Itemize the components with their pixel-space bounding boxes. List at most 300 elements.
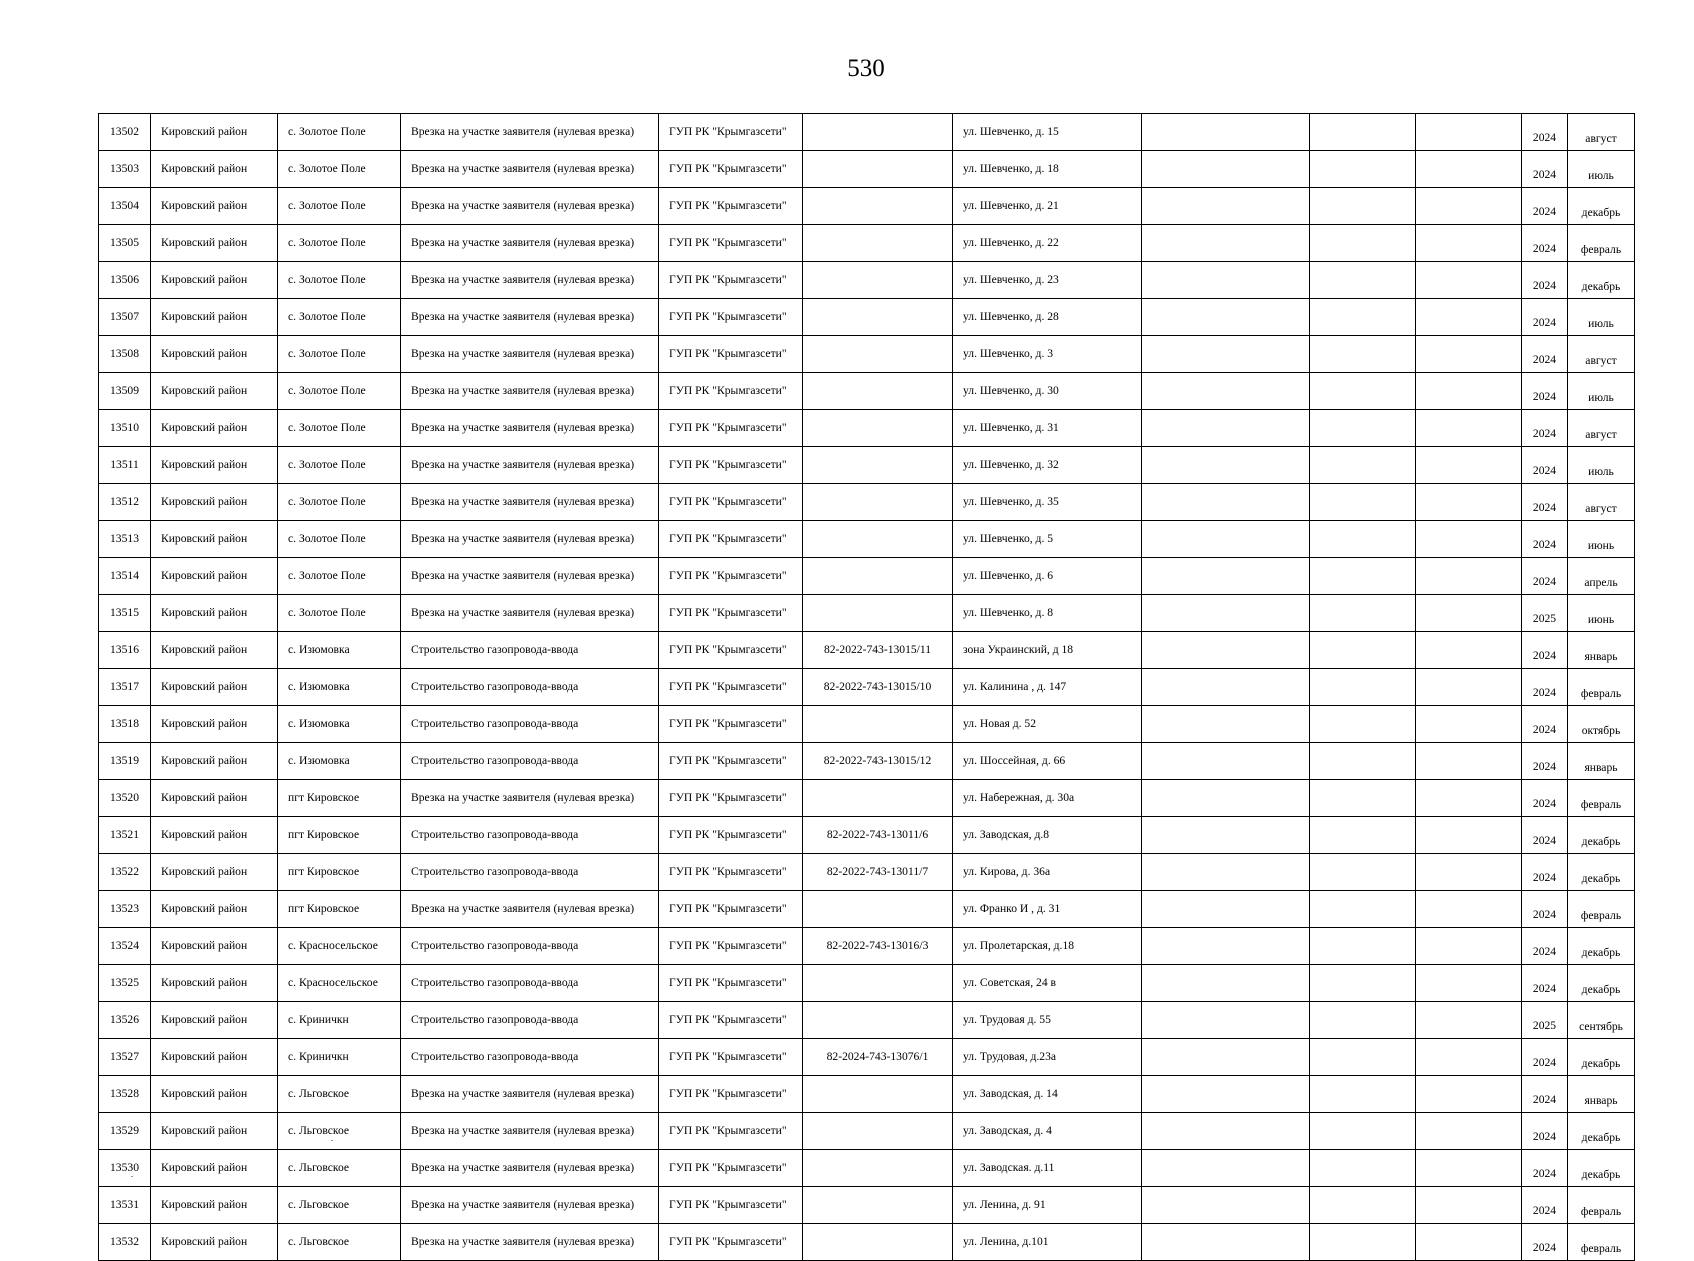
table-row xyxy=(99,188,1635,225)
empty-cell xyxy=(1142,891,1310,928)
organization-cell: ГУП РК "Крымгазсети" xyxy=(659,1187,803,1224)
address-cell: ул. Заводская, д. 4 xyxy=(953,1113,1142,1150)
month-cell: декабрь xyxy=(1568,854,1635,891)
organization-cell: ГУП РК "Крымгазсети" xyxy=(659,817,803,854)
locality-cell: пгт Кировское xyxy=(278,854,401,891)
month-cell: декабрь xyxy=(1568,262,1635,299)
empty-cell xyxy=(1416,299,1522,336)
district-cell: Кировский район xyxy=(151,447,278,484)
year-cell: 2024 xyxy=(1522,114,1568,151)
row-number: 13510 xyxy=(99,410,151,447)
locality-cell: с. Льговское xyxy=(278,1224,401,1261)
permit-number-cell xyxy=(803,558,953,595)
permit-number-cell xyxy=(803,410,953,447)
empty-cell xyxy=(1416,928,1522,965)
row-number: 13513 xyxy=(99,521,151,558)
month-cell: декабрь xyxy=(1568,1039,1635,1076)
locality-cell: пгт Кировское xyxy=(278,780,401,817)
year-cell: 2024 xyxy=(1522,669,1568,706)
empty-cell xyxy=(1416,1113,1522,1150)
work-type-cell: Врезка на участке заявителя (нулевая врезка) xyxy=(401,262,659,299)
district-cell: Кировский район xyxy=(151,558,278,595)
district-cell: Кировский район xyxy=(151,262,278,299)
work-type-cell: Врезка на участке заявителя (нулевая врезка) xyxy=(401,114,659,151)
table-row xyxy=(99,410,1635,447)
empty-cell xyxy=(1416,447,1522,484)
district-cell: Кировский район xyxy=(151,299,278,336)
empty-cell xyxy=(1142,188,1310,225)
row-number: 13525 xyxy=(99,965,151,1002)
empty-cell xyxy=(1310,1113,1416,1150)
row-number: 13509 xyxy=(99,373,151,410)
locality-cell: с. Криничкн xyxy=(278,1002,401,1039)
year-cell: 2024 xyxy=(1522,558,1568,595)
row-number: 13527 xyxy=(99,1039,151,1076)
work-type-cell: Врезка на участке заявителя (нулевая врезка) xyxy=(401,595,659,632)
empty-cell xyxy=(1142,928,1310,965)
table-row xyxy=(99,373,1635,410)
organization-cell: ГУП РК "Крымгазсети" xyxy=(659,373,803,410)
permit-number-cell xyxy=(803,1002,953,1039)
empty-cell xyxy=(1142,299,1310,336)
empty-cell xyxy=(1416,1224,1522,1261)
address-cell: ул. Франко И , д. 31 xyxy=(953,891,1142,928)
year-cell: 2024 xyxy=(1522,336,1568,373)
row-number: 13532 xyxy=(99,1224,151,1261)
empty-cell xyxy=(1310,928,1416,965)
organization-cell: ГУП РК "Крымгазсети" xyxy=(659,743,803,780)
organization-cell: ГУП РК "Крымгазсети" xyxy=(659,1113,803,1150)
locality-cell: с. Льговское xyxy=(278,1150,401,1187)
address-cell: ул. Калинина , д. 147 xyxy=(953,669,1142,706)
month-cell: июль xyxy=(1568,151,1635,188)
year-cell: 2024 xyxy=(1522,1039,1568,1076)
permit-number-cell xyxy=(803,299,953,336)
registry-table xyxy=(98,113,1635,1261)
row-number: 13518 xyxy=(99,706,151,743)
empty-cell xyxy=(1142,632,1310,669)
district-cell: Кировский район xyxy=(151,1187,278,1224)
table-row xyxy=(99,669,1635,706)
organization-cell: ГУП РК "Крымгазсети" xyxy=(659,891,803,928)
empty-cell xyxy=(1416,891,1522,928)
row-number: 13531 xyxy=(99,1187,151,1224)
year-cell: 2024 xyxy=(1522,854,1568,891)
month-cell: декабрь xyxy=(1568,1113,1635,1150)
empty-cell xyxy=(1416,854,1522,891)
district-cell: Кировский район xyxy=(151,706,278,743)
locality-cell: с. Красносельское xyxy=(278,928,401,965)
row-number: 13530 xyxy=(99,1150,151,1187)
year-cell: 2024 xyxy=(1522,817,1568,854)
work-type-cell: Врезка на участке заявителя (нулевая врезка) xyxy=(401,558,659,595)
permit-number-cell xyxy=(803,1224,953,1261)
row-number: 13504 xyxy=(99,188,151,225)
permit-number-cell xyxy=(803,336,953,373)
empty-cell xyxy=(1310,1076,1416,1113)
month-cell: август xyxy=(1568,484,1635,521)
address-cell: ул. Ленина, д. 91 xyxy=(953,1187,1142,1224)
table-row xyxy=(99,595,1635,632)
address-cell: ул. Шевченко, д. 8 xyxy=(953,595,1142,632)
district-cell: Кировский район xyxy=(151,225,278,262)
year-cell: 2024 xyxy=(1522,521,1568,558)
empty-cell xyxy=(1310,632,1416,669)
work-type-cell: Врезка на участке заявителя (нулевая врезка) xyxy=(401,780,659,817)
empty-cell xyxy=(1142,1002,1310,1039)
month-cell: февраль xyxy=(1568,780,1635,817)
year-cell: 2024 xyxy=(1522,743,1568,780)
permit-number-cell xyxy=(803,595,953,632)
month-cell: август xyxy=(1568,114,1635,151)
empty-cell xyxy=(1142,706,1310,743)
district-cell: Кировский район xyxy=(151,1113,278,1150)
month-cell: декабрь xyxy=(1568,188,1635,225)
empty-cell xyxy=(1310,854,1416,891)
table-row xyxy=(99,743,1635,780)
district-cell: Кировский район xyxy=(151,632,278,669)
year-cell: 2025 xyxy=(1522,1002,1568,1039)
address-cell: ул. Набережная, д. 30а xyxy=(953,780,1142,817)
table-row xyxy=(99,1187,1635,1224)
empty-cell xyxy=(1142,1187,1310,1224)
empty-cell xyxy=(1416,1187,1522,1224)
table-row xyxy=(99,521,1635,558)
empty-cell xyxy=(1416,743,1522,780)
permit-number-cell: 82-2022-743-13011/7 xyxy=(803,854,953,891)
empty-cell xyxy=(1416,225,1522,262)
organization-cell: ГУП РК "Крымгазсети" xyxy=(659,1002,803,1039)
row-number: 13520 xyxy=(99,780,151,817)
empty-cell xyxy=(1142,1113,1310,1150)
work-type-cell: Строительство газопровода-ввода xyxy=(401,632,659,669)
row-number: 13515 xyxy=(99,595,151,632)
address-cell: ул. Трудовая д. 55 xyxy=(953,1002,1142,1039)
empty-cell xyxy=(1142,114,1310,151)
district-cell: Кировский район xyxy=(151,854,278,891)
month-cell: сентябрь xyxy=(1568,1002,1635,1039)
organization-cell: ГУП РК "Крымгазсети" xyxy=(659,854,803,891)
permit-number-cell xyxy=(803,780,953,817)
empty-cell xyxy=(1142,225,1310,262)
permit-number-cell xyxy=(803,447,953,484)
district-cell: Кировский район xyxy=(151,188,278,225)
work-type-cell: Врезка на участке заявителя (нулевая врезка) xyxy=(401,1076,659,1113)
table-row xyxy=(99,632,1635,669)
address-cell: ул. Заводская, д.8 xyxy=(953,817,1142,854)
row-number: 13508 xyxy=(99,336,151,373)
permit-number-cell xyxy=(803,114,953,151)
organization-cell: ГУП РК "Крымгазсети" xyxy=(659,447,803,484)
month-cell: февраль xyxy=(1568,1224,1635,1261)
table-row xyxy=(99,965,1635,1002)
empty-cell xyxy=(1310,225,1416,262)
year-cell: 2024 xyxy=(1522,299,1568,336)
month-cell: январь xyxy=(1568,632,1635,669)
month-cell: декабрь xyxy=(1568,817,1635,854)
locality-cell: с. Льговское xyxy=(278,1113,401,1150)
address-cell: ул. Пролетарская, д.18 xyxy=(953,928,1142,965)
empty-cell xyxy=(1310,410,1416,447)
district-cell: Кировский район xyxy=(151,1224,278,1261)
permit-number-cell xyxy=(803,225,953,262)
empty-cell xyxy=(1416,262,1522,299)
address-cell: ул. Трудовая, д.23а xyxy=(953,1039,1142,1076)
locality-cell: с. Золотое Поле xyxy=(278,484,401,521)
year-cell: 2024 xyxy=(1522,1150,1568,1187)
empty-cell xyxy=(1142,336,1310,373)
permit-number-cell xyxy=(803,151,953,188)
permit-number-cell xyxy=(803,891,953,928)
permit-number-cell xyxy=(803,373,953,410)
permit-number-cell xyxy=(803,965,953,1002)
permit-number-cell xyxy=(803,521,953,558)
permit-number-cell: 82-2022-743-13015/10 xyxy=(803,669,953,706)
year-cell: 2024 xyxy=(1522,1187,1568,1224)
year-cell: 2024 xyxy=(1522,706,1568,743)
empty-cell xyxy=(1416,558,1522,595)
organization-cell: ГУП РК "Крымгазсети" xyxy=(659,188,803,225)
district-cell: Кировский район xyxy=(151,817,278,854)
organization-cell: ГУП РК "Крымгазсети" xyxy=(659,780,803,817)
row-number: 13526 xyxy=(99,1002,151,1039)
table-row xyxy=(99,817,1635,854)
work-type-cell: Строительство газопровода-ввода xyxy=(401,1002,659,1039)
table-row xyxy=(99,558,1635,595)
empty-cell xyxy=(1142,854,1310,891)
organization-cell: ГУП РК "Крымгазсети" xyxy=(659,262,803,299)
year-cell: 2024 xyxy=(1522,410,1568,447)
empty-cell xyxy=(1142,817,1310,854)
empty-cell xyxy=(1310,336,1416,373)
organization-cell: ГУП РК "Крымгазсети" xyxy=(659,521,803,558)
month-cell: июль xyxy=(1568,373,1635,410)
year-cell: 2024 xyxy=(1522,1224,1568,1261)
year-cell: 2024 xyxy=(1522,891,1568,928)
address-cell: ул. Шевченко, д. 18 xyxy=(953,151,1142,188)
row-number: 13528 xyxy=(99,1076,151,1113)
district-cell: Кировский район xyxy=(151,595,278,632)
year-cell: 2024 xyxy=(1522,447,1568,484)
empty-cell xyxy=(1416,336,1522,373)
organization-cell: ГУП РК "Крымгазсети" xyxy=(659,336,803,373)
district-cell: Кировский район xyxy=(151,373,278,410)
month-cell: апрель xyxy=(1568,558,1635,595)
district-cell: Кировский район xyxy=(151,1039,278,1076)
page-number: 530 xyxy=(847,55,885,82)
empty-cell xyxy=(1142,743,1310,780)
month-cell: декабрь xyxy=(1568,1150,1635,1187)
organization-cell: ГУП РК "Крымгазсети" xyxy=(659,225,803,262)
row-number: 13512 xyxy=(99,484,151,521)
work-type-cell: Врезка на участке заявителя (нулевая врезка) xyxy=(401,1113,659,1150)
work-type-cell: Строительство газопровода-ввода xyxy=(401,965,659,1002)
row-number: 13505 xyxy=(99,225,151,262)
organization-cell: ГУП РК "Крымгазсети" xyxy=(659,299,803,336)
year-cell: 2024 xyxy=(1522,965,1568,1002)
empty-cell xyxy=(1416,706,1522,743)
year-cell: 2024 xyxy=(1522,225,1568,262)
table-row xyxy=(99,447,1635,484)
row-number: 13519 xyxy=(99,743,151,780)
empty-cell xyxy=(1310,743,1416,780)
empty-cell xyxy=(1310,521,1416,558)
table-row xyxy=(99,891,1635,928)
row-number: 13524 xyxy=(99,928,151,965)
district-cell: Кировский район xyxy=(151,1150,278,1187)
address-cell: ул. Шевченко, д. 31 xyxy=(953,410,1142,447)
table-row xyxy=(99,854,1635,891)
district-cell: Кировский район xyxy=(151,891,278,928)
locality-cell: с. Льговское xyxy=(278,1076,401,1113)
empty-cell xyxy=(1416,151,1522,188)
locality-cell: с. Изюмовка xyxy=(278,669,401,706)
row-number: 13523 xyxy=(99,891,151,928)
organization-cell: ГУП РК "Крымгазсети" xyxy=(659,484,803,521)
locality-cell: с. Золотое Поле xyxy=(278,151,401,188)
empty-cell xyxy=(1310,188,1416,225)
empty-cell xyxy=(1416,595,1522,632)
organization-cell: ГУП РК "Крымгазсети" xyxy=(659,965,803,1002)
empty-cell xyxy=(1142,1224,1310,1261)
district-cell: Кировский район xyxy=(151,336,278,373)
month-cell: декабрь xyxy=(1568,965,1635,1002)
empty-cell xyxy=(1310,965,1416,1002)
empty-cell xyxy=(1416,669,1522,706)
year-cell: 2024 xyxy=(1522,262,1568,299)
permit-number-cell: 82-2022-743-13015/12 xyxy=(803,743,953,780)
locality-cell: с. Золотое Поле xyxy=(278,410,401,447)
table-body xyxy=(99,114,1635,1261)
empty-cell xyxy=(1142,669,1310,706)
row-number: 13529 xyxy=(99,1113,151,1150)
organization-cell: ГУП РК "Крымгазсети" xyxy=(659,669,803,706)
empty-cell xyxy=(1416,1076,1522,1113)
row-number: 13507 xyxy=(99,299,151,336)
month-cell: февраль xyxy=(1568,1187,1635,1224)
table-row xyxy=(99,299,1635,336)
year-cell: 2024 xyxy=(1522,151,1568,188)
empty-cell xyxy=(1416,817,1522,854)
work-type-cell: Врезка на участке заявителя (нулевая врезка) xyxy=(401,188,659,225)
address-cell: ул. Шевченко, д. 35 xyxy=(953,484,1142,521)
empty-cell xyxy=(1416,1002,1522,1039)
permit-number-cell xyxy=(803,706,953,743)
locality-cell: пгт Кировское xyxy=(278,817,401,854)
district-cell: Кировский район xyxy=(151,1076,278,1113)
table-row xyxy=(99,928,1635,965)
row-number: 13514 xyxy=(99,558,151,595)
organization-cell: ГУП РК "Крымгазсети" xyxy=(659,1076,803,1113)
locality-cell: с. Золотое Поле xyxy=(278,558,401,595)
address-cell: ул. Шевченко, д. 30 xyxy=(953,373,1142,410)
empty-cell xyxy=(1142,1039,1310,1076)
address-cell: ул. Шевченко, д. 21 xyxy=(953,188,1142,225)
table-row xyxy=(99,1039,1635,1076)
month-cell: декабрь xyxy=(1568,928,1635,965)
permit-number-cell xyxy=(803,1076,953,1113)
empty-cell xyxy=(1310,1039,1416,1076)
row-number: 13522 xyxy=(99,854,151,891)
year-cell: 2024 xyxy=(1522,484,1568,521)
month-cell: февраль xyxy=(1568,225,1635,262)
work-type-cell: Строительство газопровода-ввода xyxy=(401,817,659,854)
locality-cell: с. Красносельское xyxy=(278,965,401,1002)
empty-cell xyxy=(1310,484,1416,521)
work-type-cell: Строительство газопровода-ввода xyxy=(401,669,659,706)
table-row xyxy=(99,1076,1635,1113)
address-cell: ул. Шевченко, д. 23 xyxy=(953,262,1142,299)
empty-cell xyxy=(1142,1150,1310,1187)
permit-number-cell xyxy=(803,1187,953,1224)
address-cell: ул. Шевченко, д. 3 xyxy=(953,336,1142,373)
empty-cell xyxy=(1310,558,1416,595)
organization-cell: ГУП РК "Крымгазсети" xyxy=(659,595,803,632)
locality-cell: пгт Кировское xyxy=(278,891,401,928)
address-cell: ул. Шевченко, д. 28 xyxy=(953,299,1142,336)
address-cell: ул. Шевченко, д. 15 xyxy=(953,114,1142,151)
month-cell: июнь xyxy=(1568,521,1635,558)
empty-cell xyxy=(1142,780,1310,817)
work-type-cell: Врезка на участке заявителя (нулевая врезка) xyxy=(401,1224,659,1261)
empty-cell xyxy=(1416,188,1522,225)
work-type-cell: Строительство газопровода-ввода xyxy=(401,706,659,743)
work-type-cell: Врезка на участке заявителя (нулевая врезка) xyxy=(401,410,659,447)
work-type-cell: Врезка на участке заявителя (нулевая врезка) xyxy=(401,1150,659,1187)
permit-number-cell xyxy=(803,484,953,521)
district-cell: Кировский район xyxy=(151,669,278,706)
organization-cell: ГУП РК "Крымгазсети" xyxy=(659,151,803,188)
empty-cell xyxy=(1416,1039,1522,1076)
address-cell: ул. Шевченко, д. 32 xyxy=(953,447,1142,484)
work-type-cell: Врезка на участке заявителя (нулевая врезка) xyxy=(401,373,659,410)
work-type-cell: Врезка на участке заявителя (нулевая врезка) xyxy=(401,225,659,262)
organization-cell: ГУП РК "Крымгазсети" xyxy=(659,558,803,595)
organization-cell: ГУП РК "Крымгазсети" xyxy=(659,114,803,151)
locality-cell: с. Золотое Поле xyxy=(278,373,401,410)
month-cell: июль xyxy=(1568,299,1635,336)
locality-cell: с. Изюмовка xyxy=(278,632,401,669)
empty-cell xyxy=(1310,891,1416,928)
locality-cell: с. Золотое Поле xyxy=(278,299,401,336)
work-type-cell: Врезка на участке заявителя (нулевая врезка) xyxy=(401,1187,659,1224)
empty-cell xyxy=(1416,965,1522,1002)
permit-number-cell xyxy=(803,262,953,299)
year-cell: 2024 xyxy=(1522,188,1568,225)
district-cell: Кировский район xyxy=(151,521,278,558)
month-cell: июль xyxy=(1568,447,1635,484)
row-number: 13503 xyxy=(99,151,151,188)
year-cell: 2025 xyxy=(1522,595,1568,632)
organization-cell: ГУП РК "Крымгазсети" xyxy=(659,1224,803,1261)
work-type-cell: Врезка на участке заявителя (нулевая врезка) xyxy=(401,891,659,928)
locality-cell: с. Золотое Поле xyxy=(278,225,401,262)
address-cell: ул. Шевченко, д. 5 xyxy=(953,521,1142,558)
month-cell: январь xyxy=(1568,1076,1635,1113)
empty-cell xyxy=(1142,595,1310,632)
locality-cell: с. Золотое Поле xyxy=(278,114,401,151)
address-cell: ул. Заводская. д.11 xyxy=(953,1150,1142,1187)
scan-speck xyxy=(131,1176,133,1177)
locality-cell: с. Изюмовка xyxy=(278,743,401,780)
address-cell: ул. Шевченко, д. 6 xyxy=(953,558,1142,595)
locality-cell: с. Золотое Поле xyxy=(278,262,401,299)
table-row xyxy=(99,1150,1635,1187)
row-number: 13502 xyxy=(99,114,151,151)
empty-cell xyxy=(1310,373,1416,410)
month-cell: октябрь xyxy=(1568,706,1635,743)
table-row xyxy=(99,262,1635,299)
